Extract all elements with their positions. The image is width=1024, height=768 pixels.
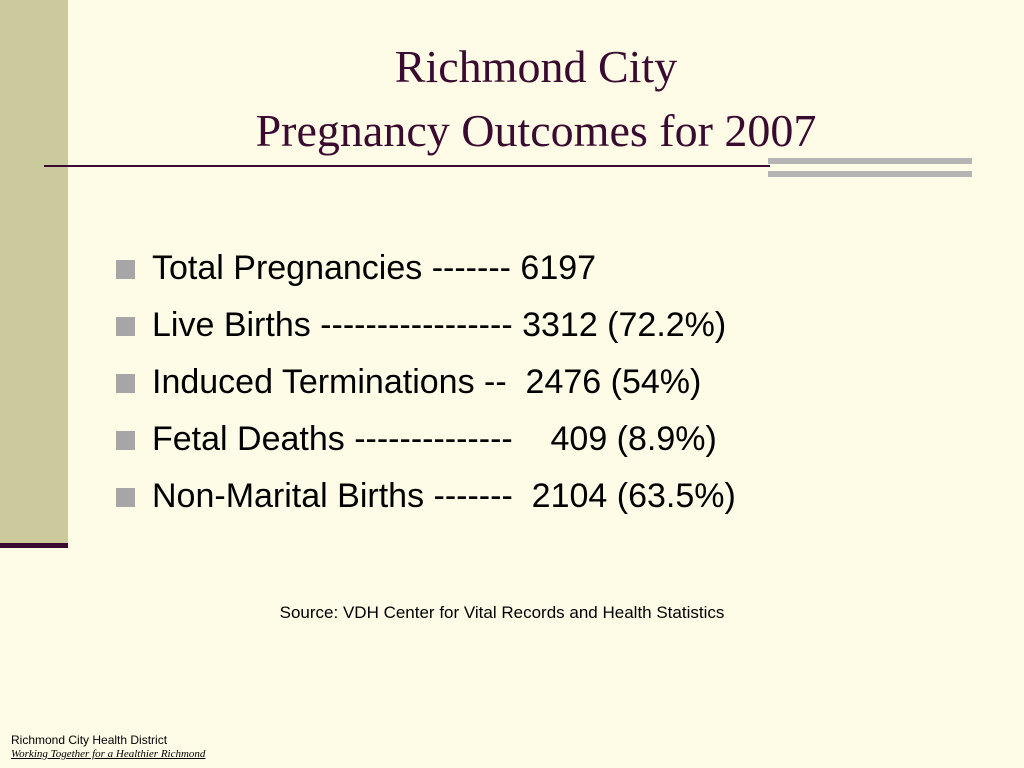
slide-title-line1: Richmond City bbox=[394, 41, 678, 92]
list-item bbox=[116, 244, 597, 301]
source-citation: Source: VDH Center for Vital Records and Health Statistics bbox=[279, 603, 725, 622]
outcome-list bbox=[116, 244, 736, 529]
square-bullet-icon bbox=[116, 317, 135, 336]
list-item bbox=[116, 472, 736, 529]
list-item-text: Total Pregnancies ------- 6197 bbox=[152, 249, 597, 287]
title-divider bbox=[44, 165, 770, 167]
divider-bar-bottom bbox=[768, 171, 972, 177]
square-bullet-icon bbox=[116, 431, 135, 450]
footer-organization: Richmond City Health District bbox=[11, 733, 168, 747]
slide-title-line2: Pregnancy Outcomes for 2007 bbox=[255, 105, 817, 156]
list-item-text: Fetal Deaths -------------- 409 (8.9%) bbox=[152, 420, 717, 458]
title-divider-bars bbox=[768, 158, 972, 178]
square-bullet-icon bbox=[116, 488, 135, 507]
left-accent-band bbox=[0, 0, 68, 547]
list-item-text: Live Births ----------------- 3312 (72.2%) bbox=[152, 306, 727, 344]
list-item bbox=[116, 301, 727, 358]
footer-tagline: Working Together for a Healthier Richmond bbox=[11, 748, 206, 760]
square-bullet-icon bbox=[116, 374, 135, 393]
list-item bbox=[116, 358, 702, 415]
list-item-text: Induced Terminations -- 2476 (54%) bbox=[152, 363, 702, 401]
list-item-text: Non-Marital Births ------- 2104 (63.5%) bbox=[152, 477, 736, 515]
divider-bar-top bbox=[768, 158, 972, 164]
left-accent-band-base bbox=[0, 543, 68, 548]
square-bullet-icon bbox=[116, 260, 135, 279]
list-item bbox=[116, 415, 717, 472]
